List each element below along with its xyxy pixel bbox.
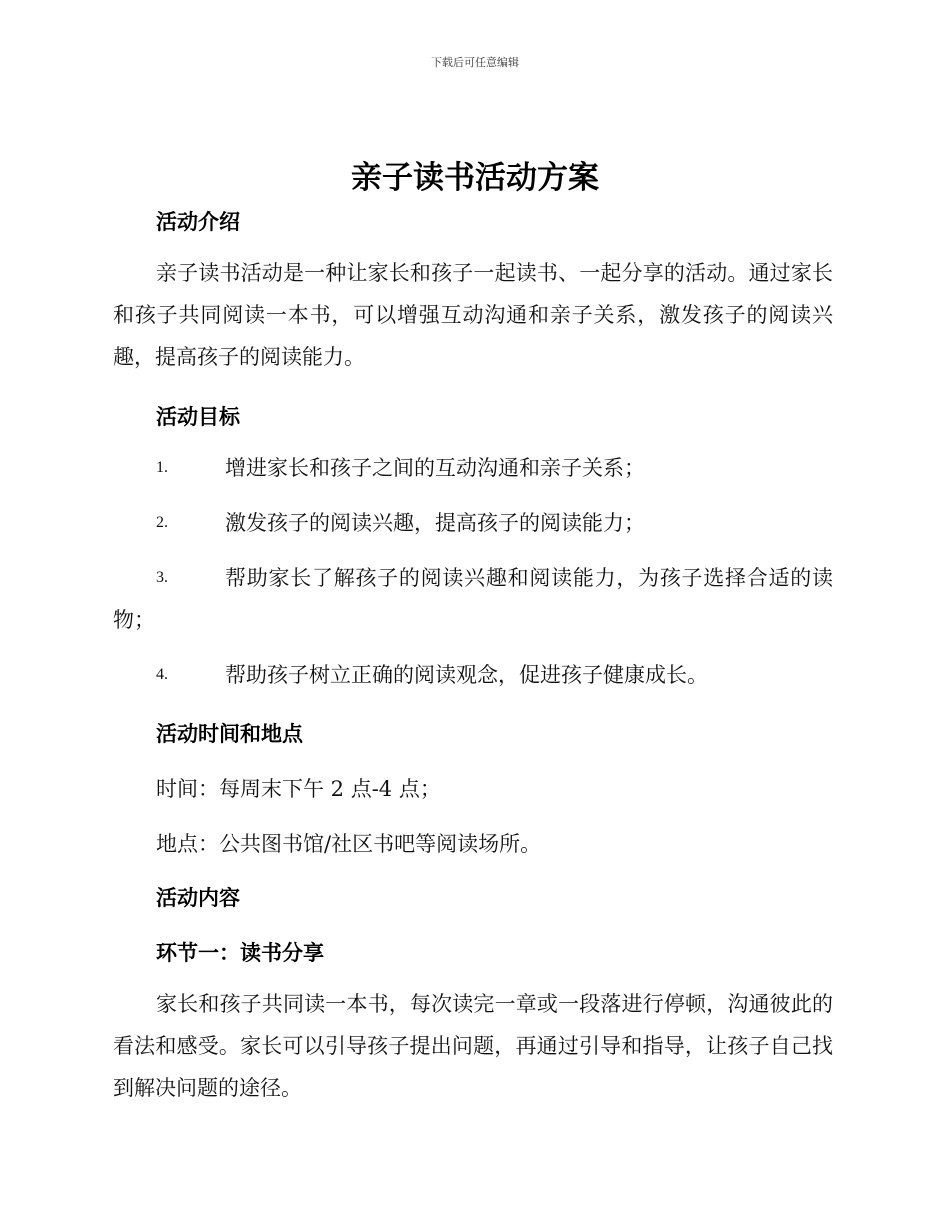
sub-heading-reading-share: 环节一：读书分享 [156, 941, 324, 965]
goal-item-number: 2. [156, 514, 168, 531]
intro-paragraph: 亲子读书活动是一种让家长和孩子一起读书、一起分享的活动。通过家长和孩子共同阅读一本书，可以增强互动沟通和亲子关系，激发孩子的阅读兴趣，提高孩子的阅读能力。 [113, 261, 833, 369]
document-title: 亲子读书活动方案 [351, 160, 599, 196]
section-heading-goals: 活动目标 [156, 405, 240, 429]
activity-place: 地点：公共图书馆/社区书吧等阅读场所。 [156, 832, 542, 856]
section-heading-time-place: 活动时间和地点 [156, 722, 303, 746]
goal-item-text: 增进家长和孩子之间的互动沟通和亲子关系； [225, 456, 645, 480]
goal-item-1 [113, 447, 833, 489]
goal-item-number: 3. [156, 569, 168, 586]
goal-item-number: 1. [156, 459, 168, 476]
goal-item-3 [113, 557, 833, 641]
page-header-note: 下载后可任意编辑 [431, 56, 519, 69]
section-heading-content: 活动内容 [156, 886, 240, 910]
goal-item-text: 激发孩子的阅读兴趣，提高孩子的阅读能力； [225, 511, 645, 535]
goal-item-text: 帮助孩子树立正确的阅读观念，促进孩子健康成长。 [225, 663, 708, 687]
goal-item-2 [113, 502, 833, 544]
goal-item-text: 帮助家长了解孩子的阅读兴趣和阅读能力，为孩子选择合适的读物； [113, 566, 833, 632]
activity-time: 时间：每周末下午 2 点-4 点； [156, 777, 441, 801]
section-heading-intro: 活动介绍 [156, 210, 240, 234]
goal-item-4 [113, 654, 833, 696]
goal-item-number: 4. [156, 666, 168, 683]
content-paragraph: 家长和孩子共同读一本书，每次读完一章或一段落进行停顿，沟通彼此的看法和感受。家长可以引导孩子提出问题，再通过引导和指导，让孩子自己找到解决问题的途径。 [113, 992, 833, 1100]
